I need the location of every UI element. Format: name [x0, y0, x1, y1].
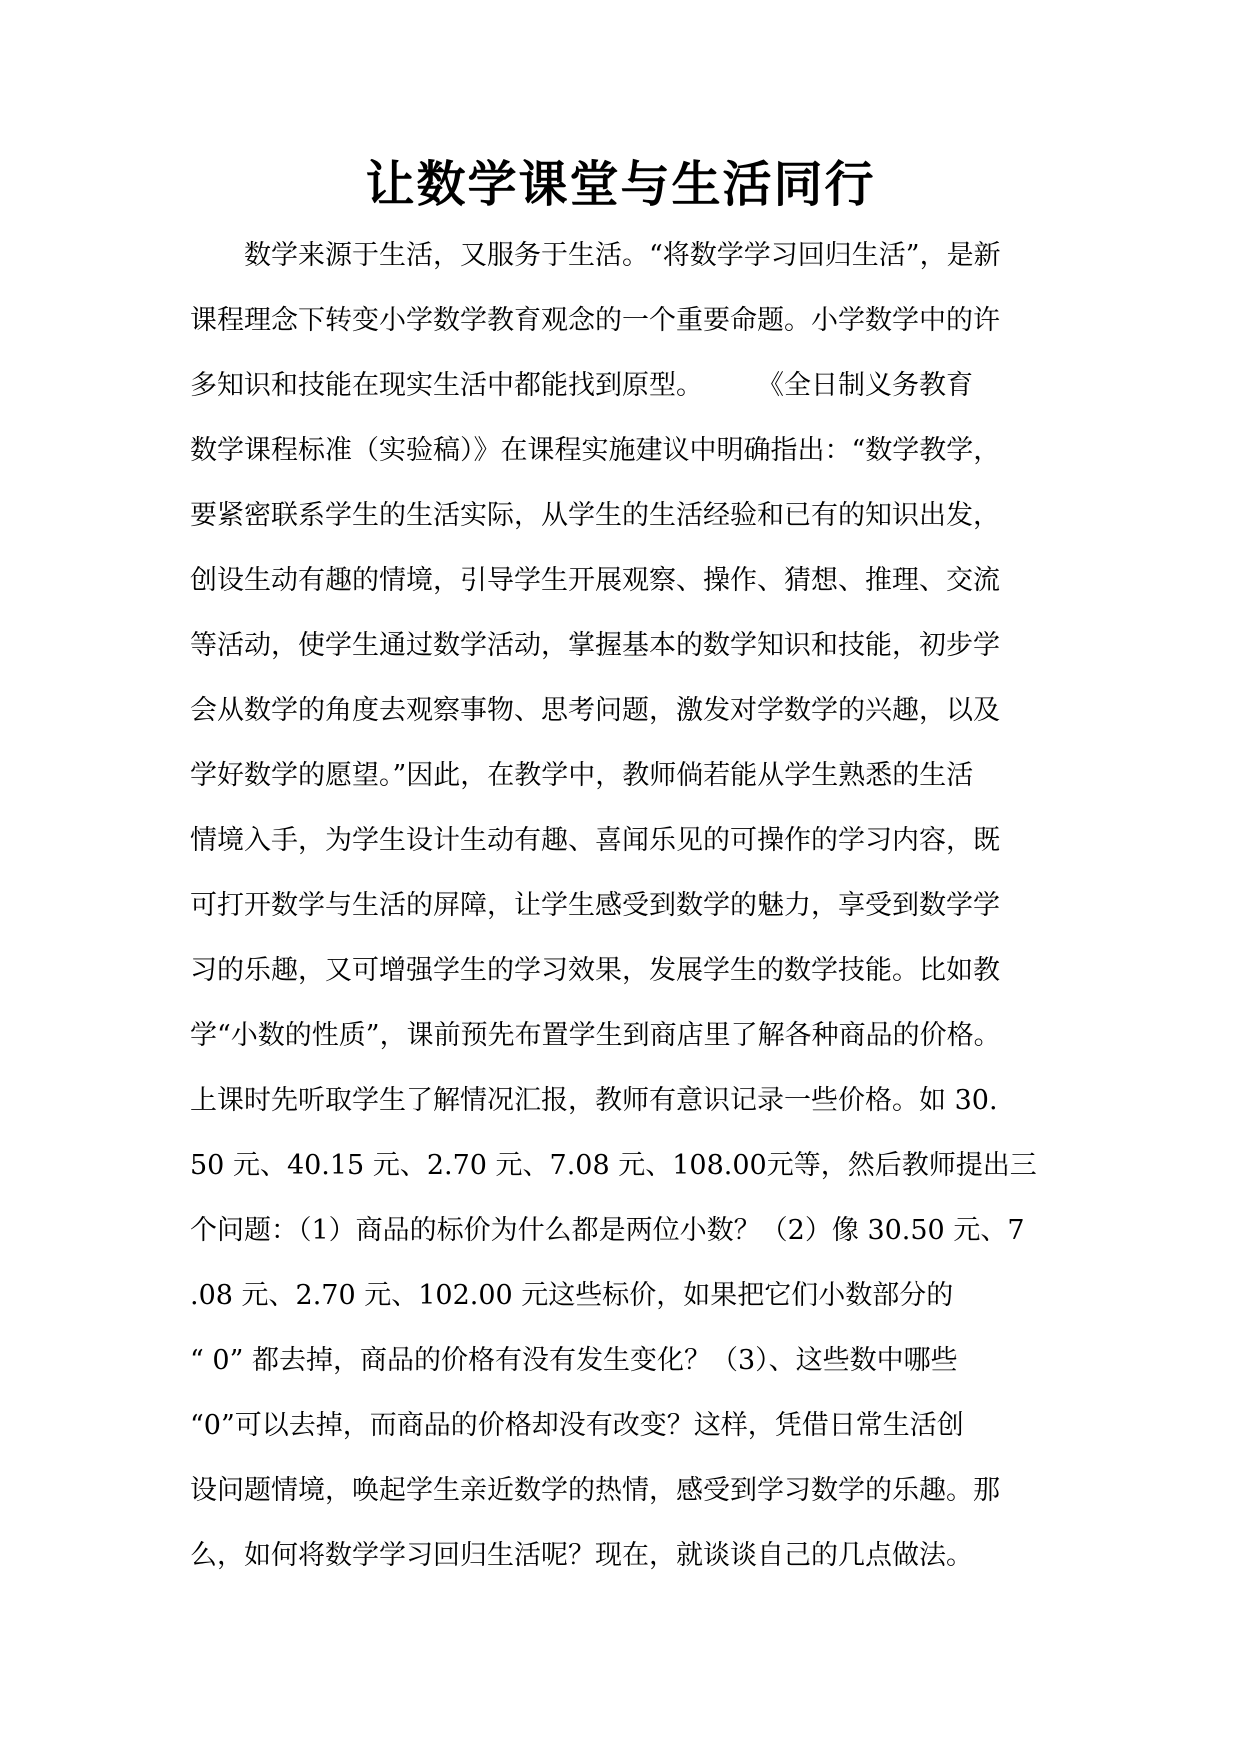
text-line: 数学来源于生活，又服务于生活。“将数学学习回归生活”，是新 — [190, 240, 1001, 271]
body-paragraph — [190, 223, 1070, 1588]
text-line: 数学课程标准（实验稿）》在课程实施建议中明确指出：“数学教学， — [190, 435, 1001, 466]
text-line: 么，如何将数学学习回归生活呢？现在，就谈谈自己的几点做法。 — [190, 1540, 973, 1571]
text-line: 要紧密联系学生的生活实际，从学生的生活经验和已有的知识出发， — [190, 500, 1000, 531]
text-line: 课程理念下转变小学数学教育观念的一个重要命题。小学数学中的许 — [190, 305, 1000, 336]
text-line: 学好数学的愿望。”因此，在教学中，教师倘若能从学生熟悉的生活 — [190, 760, 974, 791]
text-line: “0”可以去掉，而商品的价格却没有改变？这样，凭借日常生活创 — [190, 1410, 964, 1441]
text-line: 个问题：（1）商品的标价为什么都是两位小数？（2）像 30.50 元、7 — [190, 1215, 1025, 1246]
text-line: 创设生动有趣的情境，引导学生开展观察、操作、猜想、推理、交流 — [190, 565, 1000, 596]
text-line: 会从数学的角度去观察事物、思考问题，激发对学数学的兴趣，以及 — [190, 695, 1000, 726]
text-line: 上课时先听取学生了解情况汇报，教师有意识记录一些价格。如 30. — [190, 1085, 998, 1116]
text-line: 习的乐趣，又可增强学生的学习效果，发展学生的数学技能。比如教 — [190, 955, 1000, 986]
text-line: 可打开数学与生活的屏障，让学生感受到数学的魅力，享受到数学学 — [190, 890, 1000, 921]
text-line: 50 元、40.15 元、2.70 元、7.08 元、108.00元等，然后教师提出三 — [190, 1150, 1037, 1181]
document-title: 让数学课堂与生活同行 — [365, 156, 876, 213]
text-line: 多知识和技能在现实生活中都能找到原型。 《全日制义务教育 — [190, 370, 973, 401]
text-line: 学“小数的性质”，课前预先布置学生到商店里了解各种商品的价格。 — [190, 1020, 1001, 1051]
text-line: .08 元、2.70 元、102.00 元这些标价，如果把它们小数部分的 — [190, 1280, 954, 1311]
text-line: 设问题情境，唤起学生亲近数学的热情，感受到学习数学的乐趣。那 — [190, 1475, 1000, 1506]
text-line: 等活动，使学生通过数学活动，掌握基本的数学知识和技能，初步学 — [190, 630, 1000, 661]
text-line: 情境入手，为学生设计生动有趣、喜闻乐见的可操作的学习内容，既 — [190, 825, 1000, 856]
text-line: “ 0” 都去掉，商品的价格有没有发生变化？（3）、这些数中哪些 — [190, 1345, 958, 1376]
